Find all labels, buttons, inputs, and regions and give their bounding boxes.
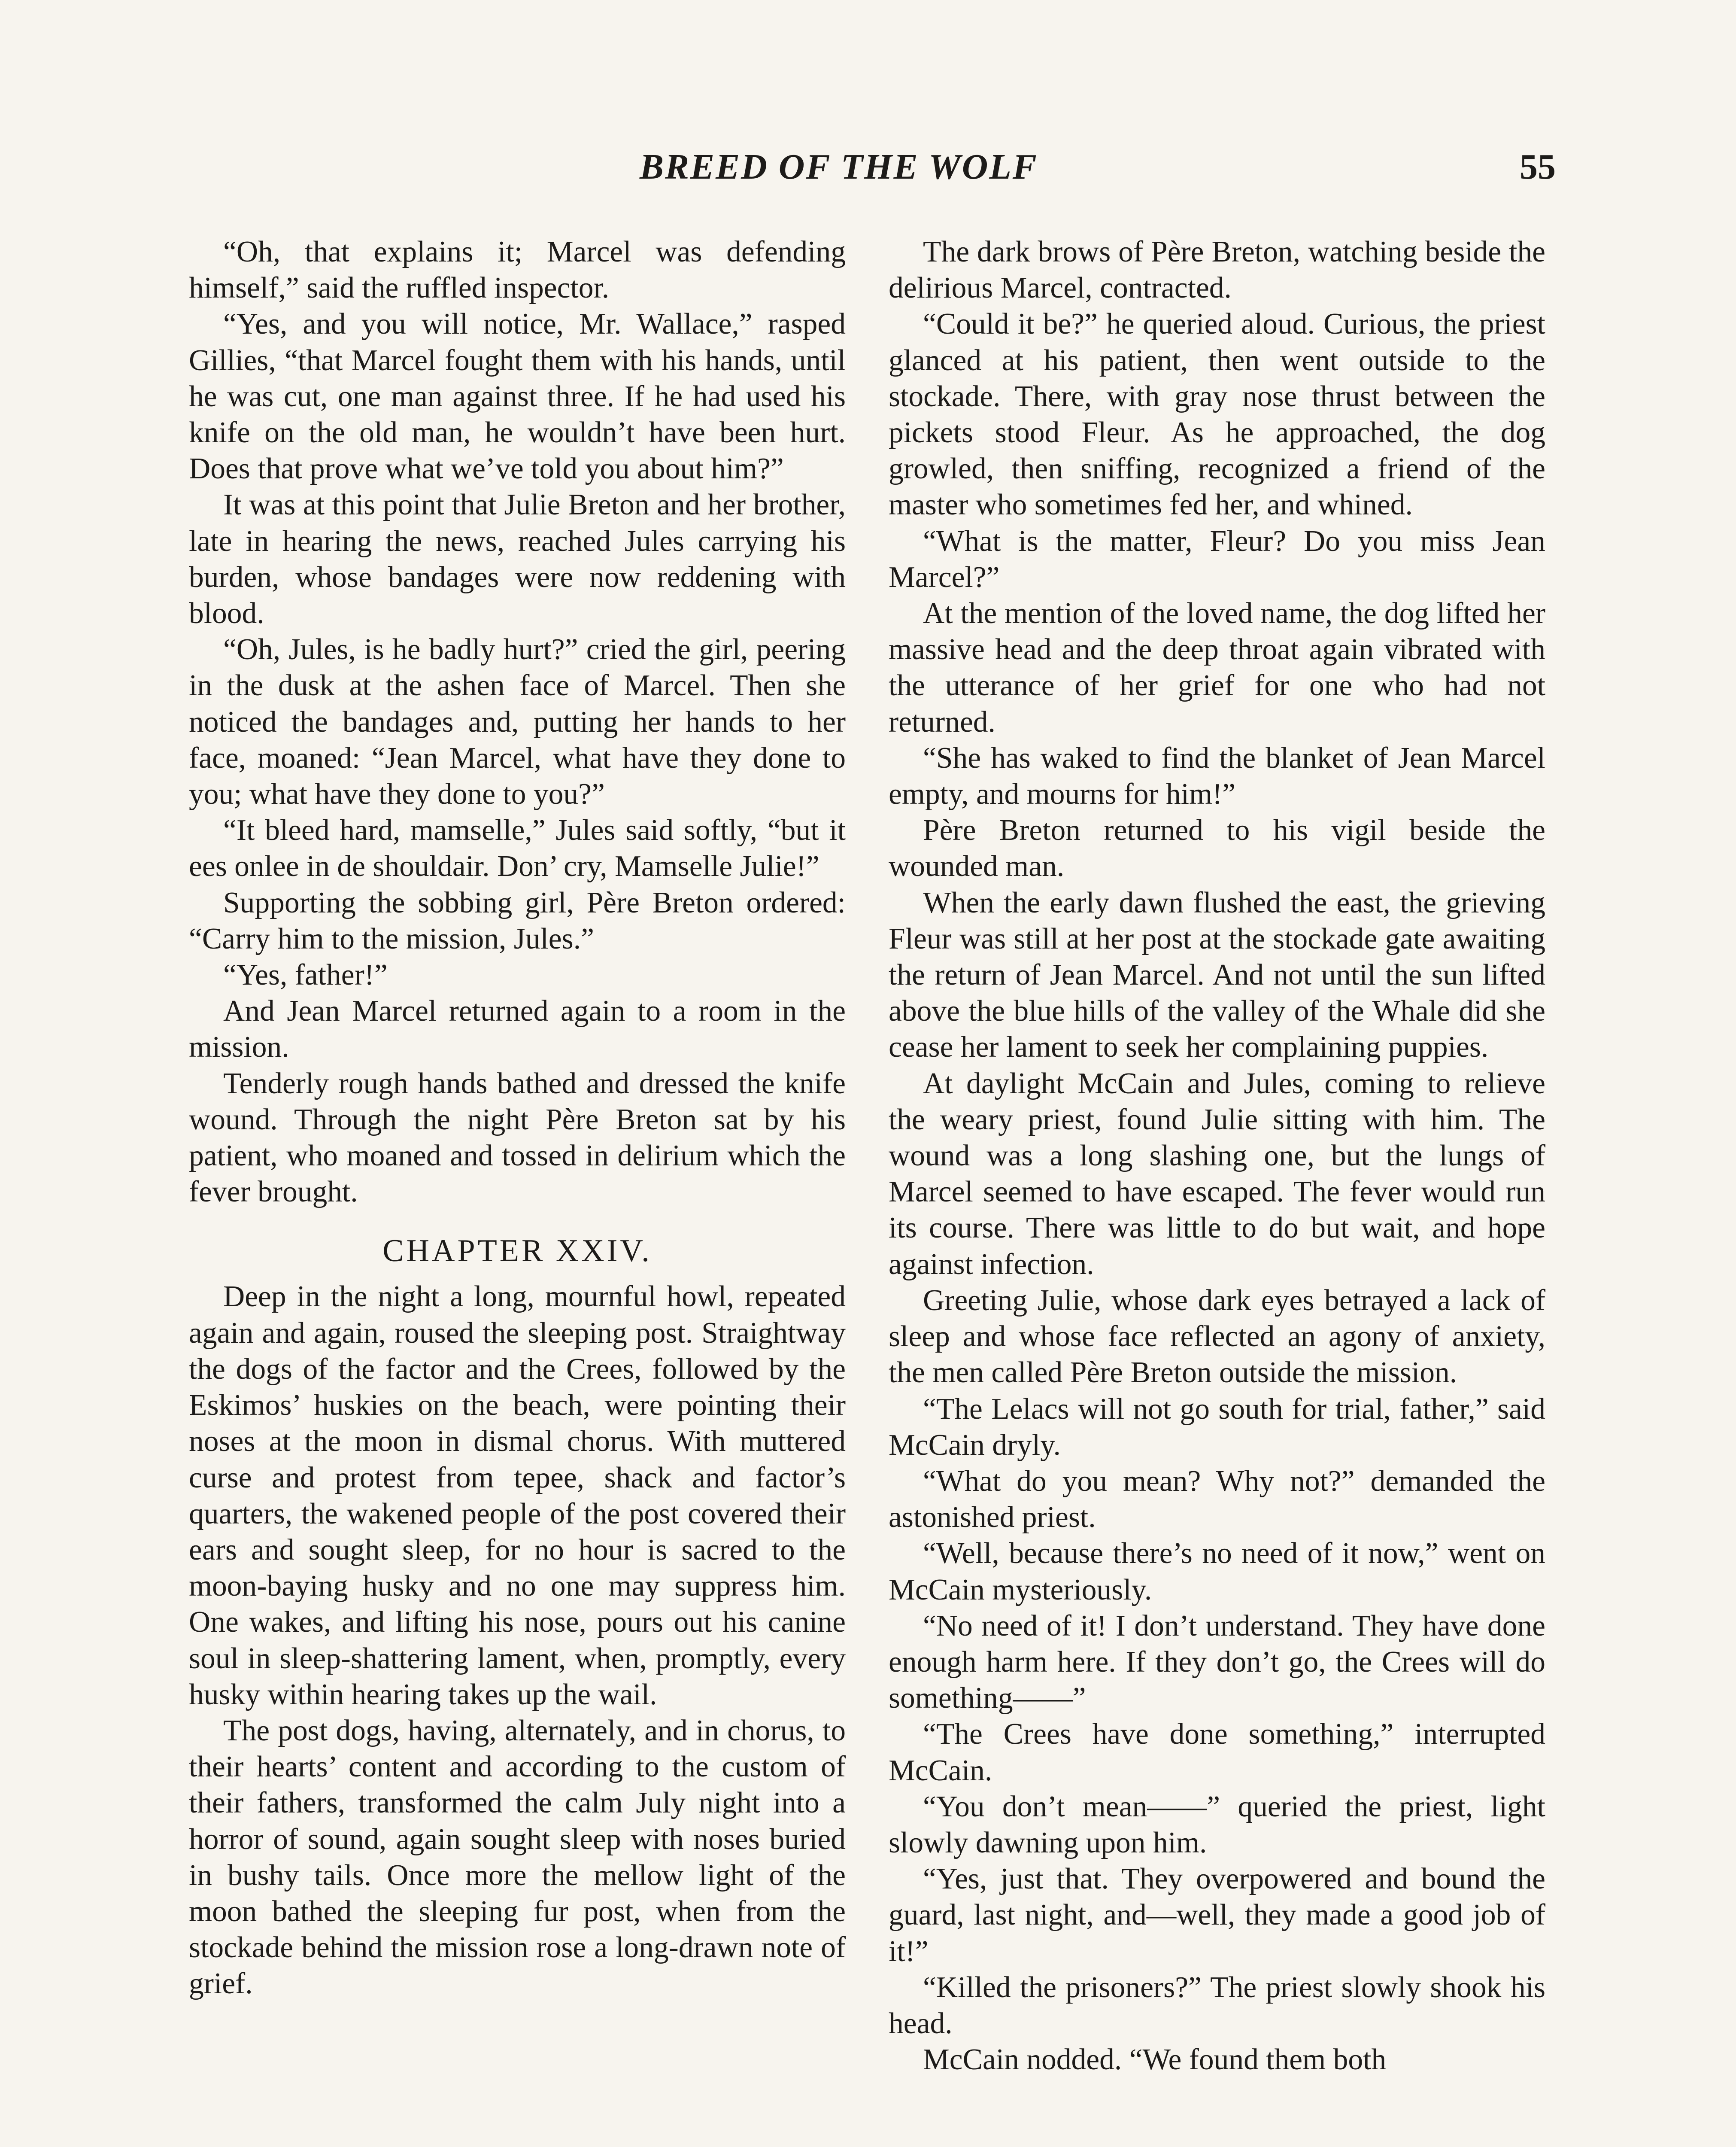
paragraph: “What is the matter, Fleur? Do you miss Jean Marcel?” xyxy=(889,524,1545,594)
paragraph: When the early dawn flushed the east, the grieving Fleur was still at her post at the stockade gate awaiting the return of Jean Marcel. And not until the sun lifted above the blue hills of the valley of the Whale did she cease her lament to seek her complaining puppies. xyxy=(889,886,1545,1064)
paragraph: The post dogs, having, alternately, and in chorus, to their hearts’ content and according to the custom of their fathers, transformed the calm July night into a horror of sound, again sought sleep with noses buried in bushy tails. Once more the mellow light of the moon bathed the sleeping fur post, when from the stockade behind the mission rose a long-drawn note of grief. xyxy=(189,1714,846,2001)
paragraph: Tenderly rough hands bathed and dressed the knife wound. Through the night Père Breton sat by his patient, who moaned and tossed in delirium which the fever brought. xyxy=(189,1067,846,1209)
paragraph: Supporting the sobbing girl, Père Breton ordered: “Carry him to the mission, Jules.” xyxy=(189,886,846,955)
paragraph: At the mention of the loved name, the dog lifted her massive head and the deep throat again vibrated with the utterance of her grief for one who had not returned. xyxy=(889,597,1545,739)
chapter-heading: CHAPTER XXIV. xyxy=(382,1233,652,1269)
page-header xyxy=(0,146,1736,198)
paragraph: Greeting Julie, whose dark eyes betrayed a lack of sleep and whose face reflected an agony of anxiety, the men called Père Breton outside the mission. xyxy=(889,1283,1545,1390)
paragraph: “Yes, just that. They overpowered and bound the guard, last night, and—well, they made a good job of it!” xyxy=(889,1862,1545,1968)
paragraph: “Oh, that explains it; Marcel was defending himself,” said the ruffled inspector. xyxy=(189,235,846,305)
paragraph: McCain nodded. “We found them both xyxy=(923,2043,1387,2077)
paragraph: Deep in the night a long, mournful howl, repeated again and again, roused the sleeping post. Straightway the dogs of the factor and the Crees, followed by the Eskimos’ huskies on the beach, were pointing their noses at the moon in dismal chorus. With muttered curse and protest from tepee, shack and factor’s quarters, the wakened people of the post covered their ears and sought sleep, for no hour is sacred to the moon-baying husky and no one may suppress him. One wakes, and lifting his nose, pours out his canine soul in sleep-shattering lament, when, promptly, every husky within hearing takes up the wail. xyxy=(189,1280,846,1711)
paragraph: It was at this point that Julie Breton and her brother, late in hearing the news, reached Jules carrying his burden, whose bandages were now reddening with blood. xyxy=(189,488,846,630)
running-title: BREED OF THE WOLF xyxy=(640,147,1038,187)
paragraph: “Oh, Jules, is he badly hurt?” cried the girl, peering in the dusk at the ashen face of Marcel. Then she noticed the bandages and, putting her hands to her face, moaned: “Jean Marcel, what have they done to you; what have they done to you?” xyxy=(189,633,846,811)
paragraph: “Well, because there’s no need of it now,” went on McCain mysteriously. xyxy=(889,1537,1545,1606)
paragraph: “She has waked to find the blanket of Jean Marcel empty, and mourns for him!” xyxy=(889,741,1545,811)
paragraph: “The Lelacs will not go south for trial, father,” said McCain dryly. xyxy=(889,1392,1545,1462)
paragraph: The dark brows of Père Breton, watching beside the delirious Marcel, contracted. xyxy=(889,235,1545,305)
paragraph: Père Breton returned to his vigil beside the wounded man. xyxy=(889,814,1545,883)
paragraph: “Yes, and you will notice, Mr. Wallace,” rasped Gillies, “that Marcel fought them with his hands, until he was cut, one man against three. If he had used his knife on the old man, he wouldn’t have been hurt. Does that prove what we’ve told you about him?” xyxy=(189,307,846,486)
paragraph: “The Crees have done something,” interrupted McCain. xyxy=(889,1718,1545,1787)
paragraph: “Killed the prisoners?” The priest slowly shook his head. xyxy=(889,1971,1545,2040)
page-number: 55 xyxy=(1520,147,1556,187)
paragraph: “Yes, father!” xyxy=(223,958,388,992)
paragraph: “You don’t mean——” queried the priest, light slowly dawning upon him. xyxy=(889,1790,1545,1859)
paragraph: “Could it be?” he queried aloud. Curious, the priest glanced at his patient, then went outside to the stockade. There, with gray nose thrust between the pickets stood Fleur. As he approached, the dog growled, then sniffing, recognized a friend of the master who sometimes fed her, and whined. xyxy=(889,307,1545,522)
paragraph: “No need of it! I don’t understand. They have done enough harm here. If they don’t go, the Crees will do something——” xyxy=(889,1609,1545,1715)
paragraph: And Jean Marcel returned again to a room in the mission. xyxy=(189,994,846,1064)
right-column xyxy=(889,234,1545,2078)
paragraph: “What do you mean? Why not?” demanded the astonished priest. xyxy=(889,1464,1545,1534)
paragraph: “It bleed hard, mamselle,” Jules said softly, “but it ees onlee in de shouldair. Don’ cry, Mamselle Julie!” xyxy=(189,814,846,883)
paragraph: At daylight McCain and Jules, coming to relieve the weary priest, found Julie sitting with him. The wound was a long slashing one, but the lungs of Marcel seemed to have escaped. The fever would run its course. There was little to do but wait, and hope against infection. xyxy=(889,1067,1545,1281)
left-column xyxy=(189,234,846,2002)
